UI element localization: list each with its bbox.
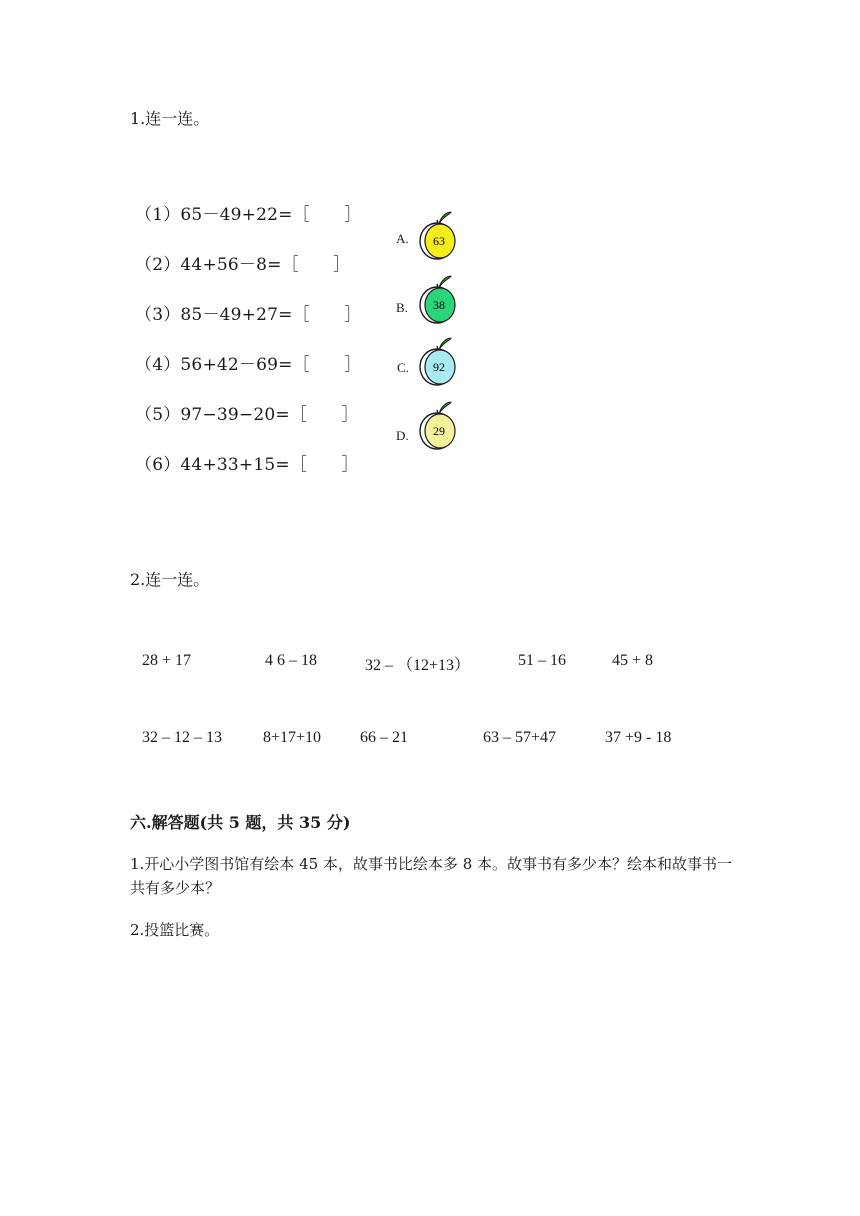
q2-row1-expr-5: 45 + 8 xyxy=(612,652,654,669)
option-b-letter: B. xyxy=(396,300,408,315)
option-d-value: 29 xyxy=(433,424,445,438)
q1-equation-6: （6）44+33+15=［ ］ xyxy=(135,455,359,475)
leaf-icon xyxy=(439,276,451,288)
option-d-letter: D. xyxy=(396,428,409,443)
q1-equation-3: （3）85－49+27=［ ］ xyxy=(135,305,362,325)
q2-row1-expr-3: 32 – （12+13） xyxy=(365,657,471,674)
option-b-value: 38 xyxy=(433,298,445,312)
option-c-apple-icon xyxy=(413,334,465,390)
q2-row2-expr-3: 66 – 21 xyxy=(360,729,408,746)
q2-row1-expr-1: 28 + 17 xyxy=(142,652,192,669)
q1-equation-5: （5）97−39−20=［ ］ xyxy=(135,405,359,425)
q2-row2-expr-5: 37 +9 - 18 xyxy=(605,729,672,746)
option-c-letter: C. xyxy=(397,360,409,375)
option-d-apple-icon xyxy=(413,398,465,454)
q1-title: 1.连一连。 xyxy=(130,109,210,128)
section-6-problem-1: 1.开心小学图书馆有绘本 45 本，故事书比绘本多 8 本。故事书有多少本？绘本和故事书一共有多少本？ xyxy=(130,855,733,897)
q1-equation-2: （2）44+56－8=［ ］ xyxy=(135,255,351,275)
leaf-icon xyxy=(439,212,451,224)
q2-row2-expr-4: 63 – 57+47 xyxy=(483,729,557,746)
q1-equation-1: （1）65－49+22=［ ］ xyxy=(135,205,362,225)
q2-row1-expr-4: 51 – 16 xyxy=(518,652,566,669)
option-a-apple-icon xyxy=(413,208,465,264)
option-c-value: 92 xyxy=(433,360,445,374)
section-6-title: 六.解答题(共 5 题，共 35 分) xyxy=(130,813,351,832)
q2-row2-expr-2: 8+17+10 xyxy=(263,729,322,746)
option-a-letter: A. xyxy=(396,231,409,246)
q2-title: 2.连一连。 xyxy=(130,570,210,589)
leaf-icon xyxy=(439,402,451,414)
leaf-icon xyxy=(439,338,451,350)
q2-row1-expr-2: 4 6 – 18 xyxy=(265,652,317,669)
section-6-problem-2: 2.投篮比赛。 xyxy=(130,921,220,939)
option-a-value: 63 xyxy=(433,234,445,248)
q2-row2-expr-1: 32 – 12 – 13 xyxy=(142,729,222,746)
option-b-apple-icon xyxy=(413,272,465,328)
q1-equation-4: （4）56+42－69=［ ］ xyxy=(135,355,362,375)
